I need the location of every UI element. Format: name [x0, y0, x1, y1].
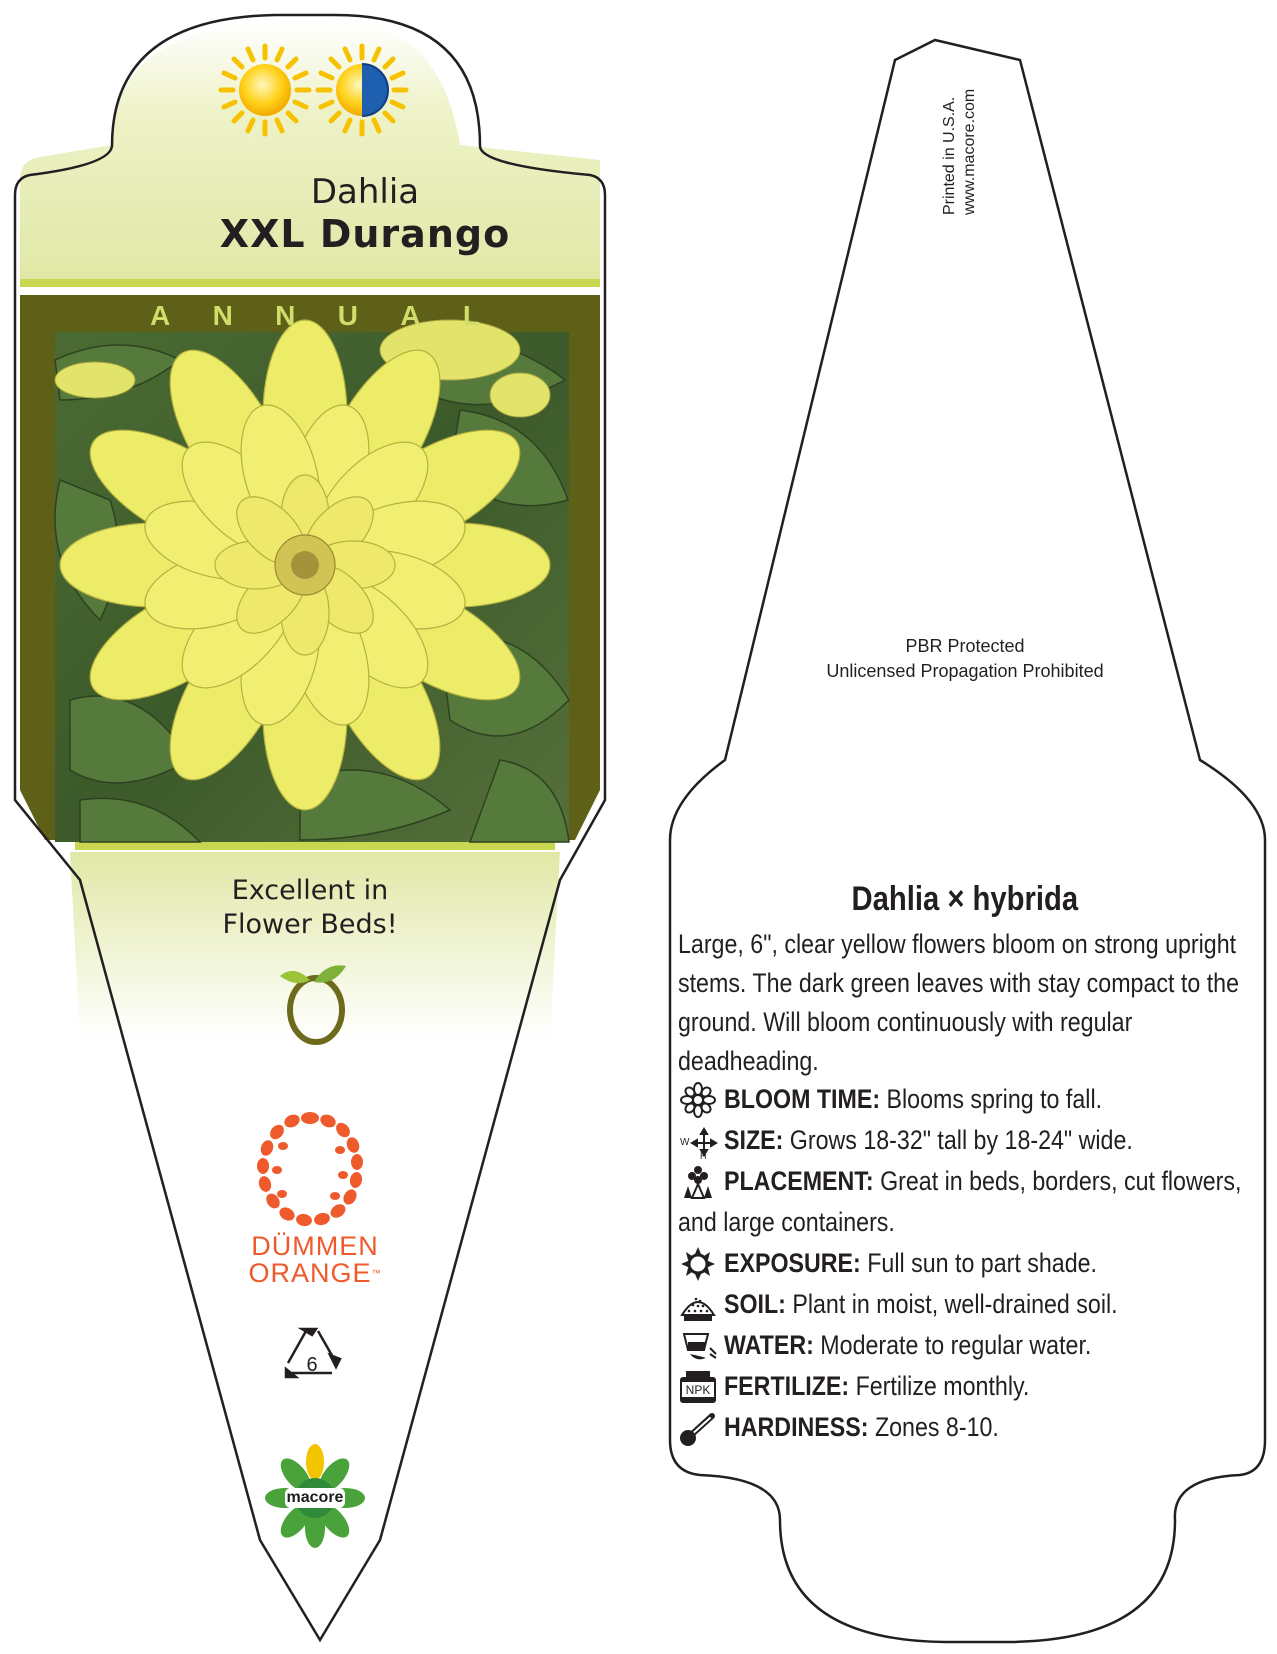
attr-placement: [678, 1161, 1258, 1202]
flower-icon: [678, 1082, 718, 1118]
dummen-orange-wreath-logo: [257, 1112, 363, 1227]
attr-value: Moderate to regular water.: [813, 1330, 1092, 1360]
category-letter: L: [462, 300, 480, 331]
tagline-line: Flower Beds!: [222, 909, 398, 940]
npk-icon: [678, 1369, 718, 1405]
size-icon-w: W: [680, 1136, 690, 1148]
pbr-notice: [770, 634, 1160, 684]
attr-label: BLOOM TIME:: [724, 1084, 881, 1114]
attr-value: Great in beds, borders, cut flowers,: [873, 1166, 1242, 1196]
plant-variety: XXL Durango: [219, 212, 511, 256]
attr-bloom-time: [678, 1079, 1258, 1120]
category-letter: N: [212, 300, 233, 331]
thermometer-icon: [678, 1410, 718, 1446]
attr-value: Zones 8-10.: [868, 1412, 999, 1442]
attr-label: WATER:: [724, 1330, 814, 1360]
printer-website: www.macore.com: [961, 88, 978, 215]
botanical-name-text: Dahlia × hybrida: [851, 880, 1079, 918]
trademark: ™: [371, 1268, 382, 1278]
watering-can-icon: [678, 1328, 718, 1364]
sun-outline-icon: [678, 1246, 718, 1282]
npk-icon-text: NPK: [685, 1382, 711, 1397]
category-letter: N: [275, 300, 296, 331]
attr-placement-continued: [678, 1202, 1258, 1243]
size-icon: [678, 1123, 718, 1159]
size-icon-h: H: [700, 1150, 707, 1159]
attr-label: SOIL:: [724, 1289, 786, 1319]
attr-fertilize: [678, 1366, 1258, 1407]
brand-line: DÜMMEN: [251, 1231, 379, 1261]
print-info: [940, 89, 980, 215]
attr-water: [678, 1325, 1258, 1366]
attr-value: Grows 18-32" tall by 18-24" wide.: [783, 1125, 1133, 1155]
attr-soil: [678, 1284, 1258, 1325]
yellow-dahlia-flower-photo: [55, 320, 569, 842]
brand-line-text: ORANGE: [248, 1258, 372, 1288]
lime-stripe-top: [20, 279, 600, 287]
category-letter: U: [337, 300, 358, 331]
attr-hardiness: [678, 1407, 1258, 1448]
brand-line: [230, 1260, 400, 1287]
lime-stripe-bottom: [75, 842, 555, 850]
tagline-line: Excellent in: [231, 875, 389, 906]
category-label: [150, 300, 480, 332]
pbr-line: Unlicensed Propagation Prohibited: [826, 661, 1104, 681]
attr-size: [678, 1120, 1258, 1161]
attr-label: FERTILIZE:: [724, 1371, 850, 1401]
plant-genus: Dahlia: [310, 172, 420, 212]
attr-value: Blooms spring to fall.: [880, 1084, 1103, 1114]
recycle-number: 6: [306, 1354, 318, 1376]
attr-label: SIZE:: [724, 1125, 784, 1155]
full-sun-icon: [221, 46, 309, 134]
soil-icon: [678, 1287, 718, 1323]
category-letter: A: [150, 300, 171, 331]
attr-exposure: [678, 1243, 1258, 1284]
part-shade-icon: [318, 46, 406, 134]
attr-value: and large containers.: [678, 1207, 895, 1237]
botanical-name: [680, 880, 1250, 919]
category-letter: A: [400, 300, 421, 331]
brand-name: [230, 1233, 400, 1287]
placement-icon: [678, 1164, 718, 1200]
attr-value: Full sun to part shade.: [860, 1248, 1097, 1278]
attr-label: HARDINESS:: [724, 1412, 869, 1442]
attr-value: Fertilize monthly.: [849, 1371, 1030, 1401]
macore-logo-text: macore: [286, 1489, 344, 1506]
printed-in: Printed in U.S.A.: [941, 96, 958, 215]
attr-label: EXPOSURE:: [724, 1248, 861, 1278]
plant-description: Large, 6", clear yellow flowers bloom on strong upright stems. The dark green leaves with stay compact to the ground. Will bloom continuously with regular deadheading.: [678, 929, 1239, 1076]
care-attributes: [678, 1079, 1258, 1448]
attr-label: PLACEMENT:: [724, 1166, 874, 1196]
attr-value: Plant in moist, well-drained soil.: [785, 1289, 1118, 1319]
pbr-line: PBR Protected: [905, 636, 1025, 656]
tagline: [150, 874, 470, 942]
